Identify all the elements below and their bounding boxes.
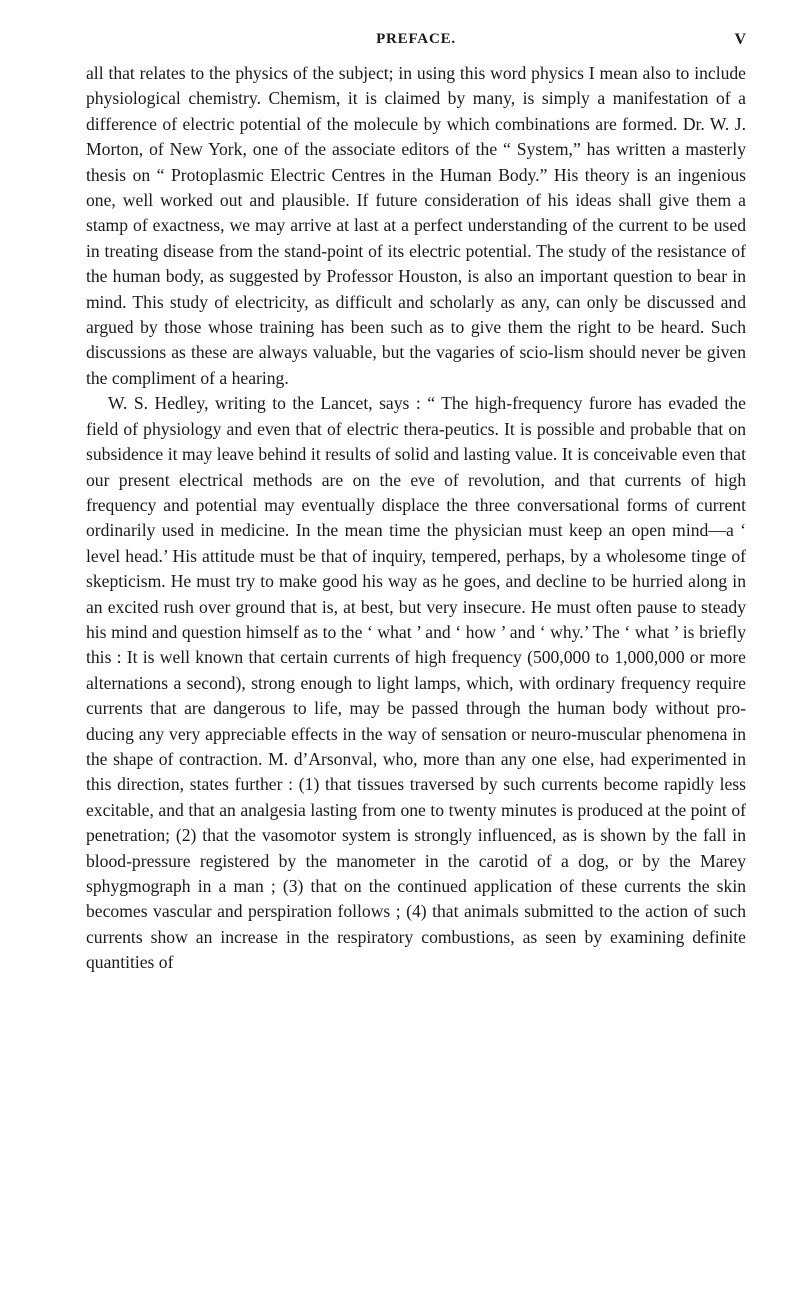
- running-title: PREFACE.: [376, 31, 456, 47]
- paragraph-hedley-quote: W. S. Hedley, writing to the Lancet, says : “ The high-frequency furore has evaded the field of physiology and even that of electric thera-peutics. It is possible and probable that on subsidence it may leave behind it results of solid and lasting value. It is conceivable even that our present electrical methods are on the eve of revolution, and that currents of high frequency and potential may eventually displace the three conversational forms of current ordinarily used in medicine. In the mean time the physician must keep an open mind—a ‘ level head.’ His attitude must be that of inquiry, tempered, perhaps, by a wholesome tinge of skepticism. He must try to make good his way as he goes, and decline to be hurried along in an excited rush over ground that is, at best, but very insecure. He must often pause to steady his mind and question himself as to the ‘ what ’ and ‘ how ’ and ‘ why.’ The ‘ what ’ is briefly this : It is well known that certain currents of high frequency (500,000 to 1,000,000 or more alternations a second), strong enough to light lamps, which, with ordinary frequency require currents that are dangerous to life, may be passed through the human body without pro-ducing any very appreciable effects in the way of sensation or neuro-muscular phenomena in the shape of contraction. M. d’Arsonval, who, more than any one else, had experimented in this direction, states further : (1) that tissues traversed by such currents become rapidly less excitable, and that an analgesia lasting from one to twenty minutes is produced at the point of penetration; (2) that the vasomotor system is strongly influenced, as is shown by the fall in blood-pressure registered by the manometer in the carotid of a dog, or by the Marey sphygmograph in a man ; (3) that on the continued application of these currents the skin becomes vascular and perspiration follows ; (4) that animals submitted to the action of such currents show an increase in the respiratory combustions, as seen by examining definite quantities of: [86, 393, 746, 973]
- body-text: [86, 61, 746, 976]
- page-number: V: [734, 31, 746, 48]
- running-head: [86, 31, 746, 55]
- paragraph-continuation: all that relates to the physics of the subject; in using this word physics I mean also to include physiological chemistry. Chemism, it is claimed by many, is simply a manifestation of a difference of electric potential of the molecule by which combinations are formed. Dr. W. J. Morton, of New York, one of the associate editors of the “ System,” has written a masterly thesis on “ Protoplasmic Electric Centres in the Human Body.” His theory is an ingenious one, well worked out and plausible. If future consideration of his ideas shall give them a stamp of exactness, we may arrive at last at a perfect understanding of the current to be used in treating disease from the stand-point of its electric potential. The study of the resistance of the human body, as suggested by Professor Houston, is also an important question to bear in mind. This study of electricity, as difficult and scholarly as any, can only be discussed and argued by those whose training has been such as to give them the right to be heard. Such discussions as these are always valuable, but the vagaries of scio-lism should never be given the compliment of a hearing.: [86, 63, 746, 388]
